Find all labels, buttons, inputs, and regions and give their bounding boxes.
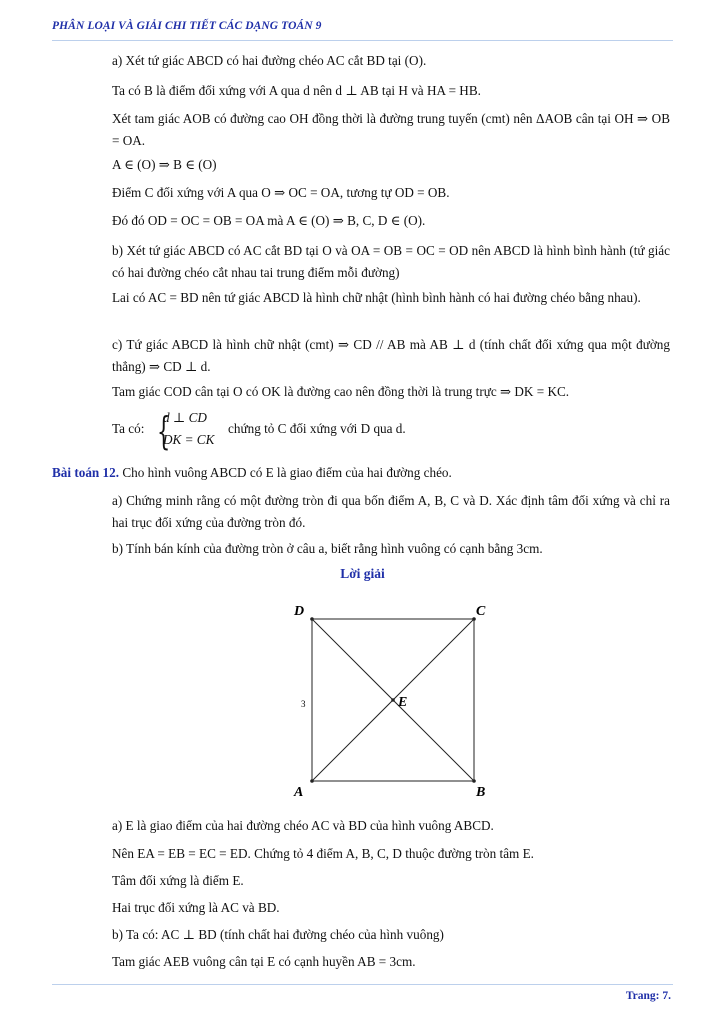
solution-line-a4: A ∈ (O) ⇒ B ∈ (O) bbox=[112, 157, 217, 172]
answer-line-5: b) Ta có: AC ⊥ BD (tính chất hai đường chéo của hình vuông) bbox=[112, 927, 444, 942]
system-equation-2: DK = CK bbox=[163, 432, 215, 447]
answer-line-4: Hai trục đối xứng là AC và BD. bbox=[112, 900, 280, 915]
answer-line-1: a) E là giao điểm của hai đường chéo AC và BD của hình vuông ABCD. bbox=[112, 818, 494, 833]
point-d bbox=[310, 617, 314, 621]
system-equation-1: d ⊥ CD bbox=[163, 410, 207, 425]
system-brace: { bbox=[157, 409, 171, 453]
solution-line-a6: Đó đó OD = OC = OB = OA mà A ∈ (O) ⇒ B, C, D ∈ (O). bbox=[112, 213, 426, 228]
problem-12-part-b: b) Tính bán kính của đường tròn ở câu a, biết rằng hình vuông có cạnh bằng 3cm. bbox=[112, 541, 543, 556]
solution-line-a2: Ta có B là điểm đối xứng với A qua d nên d ⊥ AB tại H và HA = HB. bbox=[112, 83, 481, 98]
solution-line-c1: c) Tứ giác ABCD là hình chữ nhật (cmt) ⇒ CD // AB mà AB ⊥ d (tính chất đối xứng qua một đường thẳng) ⇒ CD ⊥ d. bbox=[112, 337, 670, 374]
solution-title: Lời giải bbox=[340, 566, 385, 581]
answer-line-2: Nên EA = EB = EC = ED. Chứng tỏ 4 điểm A, B, C, D thuộc đường tròn tâm E. bbox=[112, 846, 534, 861]
answer-line-6: Tam giác AEB vuông cân tại E có cạnh huyền AB = 3cm. bbox=[112, 954, 416, 969]
solution-line-a5: Điểm C đối xứng với A qua O ⇒ OC = OA, tương tự OD = OB. bbox=[112, 185, 450, 200]
point-a bbox=[310, 779, 314, 783]
label-a: A bbox=[294, 785, 304, 800]
page-header-title: PHÂN LOẠI VÀ GIẢI CHI TIẾT CÁC DẠNG TOÁN 9 bbox=[52, 20, 322, 32]
label-e: E bbox=[398, 695, 408, 710]
label-side-length: 3 bbox=[301, 699, 306, 709]
page-number: Trang: 7. bbox=[625, 990, 671, 1002]
problem-12-text: Cho hình vuông ABCD có E là giao điểm của hai đường chéo. bbox=[122, 465, 452, 480]
label-d: D bbox=[294, 604, 305, 619]
answer-line-3: Tâm đối xứng là điểm E. bbox=[112, 873, 244, 888]
solution-line-b2: Lai có AC = BD nên tứ giác ABCD là hình chữ nhật (hình bình hành có hai đường chéo bằng nhau). bbox=[112, 290, 641, 305]
footer-divider bbox=[52, 984, 673, 985]
solution-line-a1: a) Xét tứ giác ABCD có hai đường chéo AC cắt BD tại (O). bbox=[112, 53, 427, 68]
system-lead: Ta có: bbox=[112, 421, 145, 436]
problem-12-part-a: a) Chứng minh rằng có một đường tròn đi qua bốn điểm A, B, C và D. Xác định tâm đối xứng và chỉ ra hai trục đối xứng của đường tròn đó. bbox=[112, 493, 670, 530]
label-c: C bbox=[476, 604, 486, 619]
solution-line-c2: Tam giác COD cân tại O có OK là đường cao nên đồng thời là trung trực ⇒ DK = KC. bbox=[112, 384, 570, 399]
problem-12-label: Bài toán 12. bbox=[52, 465, 120, 480]
solution-line-a3: Xét tam giác AOB có đường cao OH đồng thời là đường trung tuyến (cmt) nên ΔAOB cân tại OH ⇒ OB = OA. bbox=[112, 111, 670, 148]
point-e bbox=[391, 698, 395, 702]
system-conclusion: chứng tỏ C đối xứng với D qua d. bbox=[228, 421, 406, 436]
label-b: B bbox=[476, 785, 486, 800]
point-b bbox=[472, 779, 476, 783]
solution-line-b1: b) Xét tứ giác ABCD có AC cắt BD tại O và OA = OB = OC = OD nên ABCD là hình bình hành (tứ giác có hai đường chéo cắt nhau tai trung điểm mỗi đường) bbox=[112, 243, 670, 280]
